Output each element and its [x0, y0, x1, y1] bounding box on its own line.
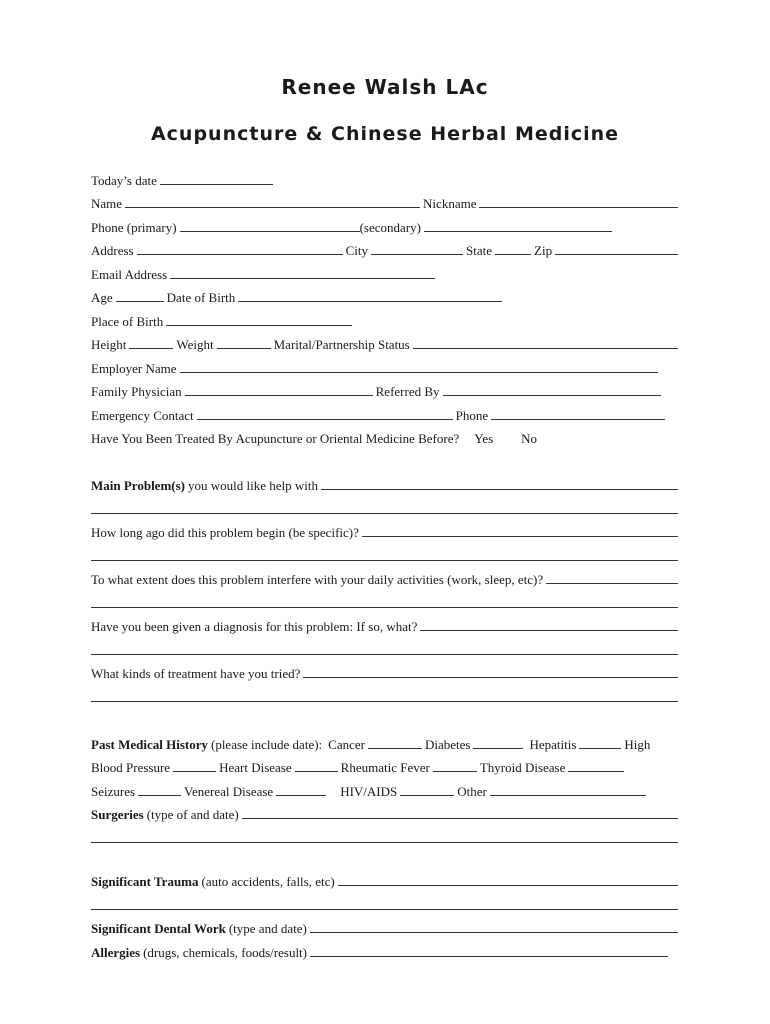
employer-label: Employer Name: [91, 360, 177, 376]
main-problem-field-2[interactable]: [91, 513, 678, 514]
treatment-field-2[interactable]: [91, 701, 678, 702]
extent-field-2[interactable]: [91, 607, 678, 608]
other-field[interactable]: [490, 795, 646, 796]
place-of-birth-field[interactable]: [166, 325, 352, 326]
how-long-label: How long ago did this problem begin (be specific)?: [91, 525, 359, 540]
city-label: City: [345, 243, 369, 258]
treatment-label: What kinds of treatment have you tried?: [91, 666, 301, 681]
diabetes-field[interactable]: [473, 748, 523, 749]
how-long-field-2[interactable]: [91, 560, 678, 561]
hepatitis-label: Hepatitis: [529, 736, 577, 752]
heart-disease-label: Heart Disease: [219, 760, 292, 775]
phone-primary-label: Phone (primary): [91, 219, 177, 235]
referred-field[interactable]: [443, 395, 661, 396]
height-field[interactable]: [129, 348, 173, 349]
dob-label: Date of Birth: [166, 290, 236, 305]
cancer-label: Cancer: [328, 736, 365, 752]
place-of-birth-label: Place of Birth: [91, 313, 164, 329]
row-treatment: [91, 659, 678, 683]
phone-secondary-label: (secondary): [359, 219, 421, 235]
row-employer: [91, 353, 678, 377]
row-surgeries: [91, 800, 678, 824]
row-how-long-cont: [91, 541, 678, 565]
emergency-field[interactable]: [197, 419, 453, 420]
surgeries-label: (type of and date): [146, 807, 239, 822]
zip-label: Zip: [534, 243, 553, 258]
diagnosis-label: Have you been given a diagnosis for this problem: If so, what?: [91, 619, 418, 634]
marital-label: Marital/Partnership Status: [273, 337, 410, 352]
address-field[interactable]: [137, 254, 343, 255]
name-label: Name: [91, 196, 123, 211]
surgeries-field[interactable]: [242, 818, 678, 819]
row-phone: [91, 212, 678, 236]
high-label: High: [624, 736, 651, 752]
allergies-bold-label: Allergies: [91, 944, 141, 960]
row-history-2: [91, 753, 678, 777]
row-todays-date: [91, 165, 678, 189]
surgeries-bold-label: Surgeries: [91, 807, 144, 822]
history-title-bold: Past Medical History: [91, 736, 208, 752]
blood-pressure-label: Blood Pressure: [91, 760, 171, 775]
dental-bold-label: Significant Dental Work: [91, 921, 226, 936]
row-extent-cont: [91, 588, 678, 612]
row-dental: [91, 914, 678, 938]
address-label: Address: [91, 243, 134, 258]
state-field[interactable]: [495, 254, 531, 255]
emergency-phone-field[interactable]: [491, 419, 665, 420]
seizures-field[interactable]: [138, 795, 181, 796]
trauma-field-2[interactable]: [91, 909, 678, 910]
row-place-of-birth: [91, 306, 678, 330]
emergency-phone-label: Phone: [455, 407, 489, 423]
row-height-weight: [91, 330, 678, 354]
row-history-3: [91, 776, 678, 800]
blood-pressure-field[interactable]: [173, 771, 216, 772]
row-main-problem: [91, 471, 678, 495]
diagnosis-field[interactable]: [420, 630, 678, 631]
extent-field[interactable]: [546, 583, 678, 584]
extent-label: To what extent does this problem interfere with your daily activities (work, sleep, etc)?: [91, 572, 544, 587]
row-how-long: [91, 518, 678, 542]
row-diagnosis-cont: [91, 635, 678, 659]
thyroid-label: Thyroid Disease: [479, 760, 566, 775]
row-trauma-cont: [91, 890, 678, 914]
dob-field[interactable]: [238, 301, 502, 302]
row-physician: [91, 377, 678, 401]
todays-date-label: Today’s date: [91, 172, 157, 188]
physician-field[interactable]: [185, 395, 373, 396]
thyroid-field[interactable]: [568, 771, 624, 772]
how-long-field[interactable]: [362, 536, 678, 537]
age-field[interactable]: [116, 301, 164, 302]
nickname-field[interactable]: [479, 207, 678, 208]
row-allergies: [91, 937, 678, 961]
venereal-label: Venereal Disease: [184, 783, 274, 799]
height-label: Height: [91, 337, 127, 352]
name-field[interactable]: [125, 207, 420, 208]
hepatitis-field[interactable]: [579, 748, 621, 749]
email-field[interactable]: [170, 278, 435, 279]
row-treatment-cont: [91, 682, 678, 706]
row-surgeries-cont: [91, 823, 678, 847]
practice-subtitle: Acupuncture & Chinese Herbal Medicine: [150, 123, 620, 145]
rheumatic-fever-label: Rheumatic Fever: [340, 760, 430, 775]
weight-label: Weight: [176, 337, 214, 352]
allergies-field[interactable]: [310, 956, 668, 957]
trauma-field[interactable]: [338, 885, 678, 886]
state-label: State: [466, 243, 493, 258]
row-email: [91, 259, 678, 283]
physician-label: Family Physician: [91, 384, 182, 399]
zip-field[interactable]: [555, 254, 678, 255]
dental-label: (type and date): [228, 921, 307, 936]
phone-secondary-field[interactable]: [424, 231, 612, 232]
diagnosis-field-2[interactable]: [91, 654, 678, 655]
history-title-rest: (please include date):: [210, 736, 323, 752]
row-emergency: [91, 400, 678, 424]
treated-before-label: Have You Been Treated By Acupuncture or Oriental Medicine Before?: [91, 431, 460, 446]
trauma-bold-label: Significant Trauma: [91, 874, 199, 889]
no-option[interactable]: No: [521, 431, 538, 446]
city-field[interactable]: [371, 254, 463, 255]
treatment-field[interactable]: [303, 677, 678, 678]
dental-field[interactable]: [310, 932, 678, 933]
heart-disease-field[interactable]: [295, 771, 338, 772]
age-label: Age: [91, 290, 113, 305]
row-age-dob: [91, 283, 678, 307]
row-diagnosis: [91, 612, 678, 636]
main-problem-label: you would like help with: [188, 478, 318, 493]
other-label: Other: [457, 783, 487, 799]
trauma-label: (auto accidents, falls, etc): [201, 874, 335, 889]
row-extent: [91, 565, 678, 589]
hiv-label: HIV/AIDS: [340, 783, 398, 799]
main-problem-field[interactable]: [321, 489, 678, 490]
nickname-label: Nickname: [423, 196, 477, 211]
yes-option[interactable]: Yes: [474, 431, 494, 446]
cancer-field[interactable]: [368, 748, 422, 749]
main-problem-bold-label: Main Problem(s): [91, 478, 185, 493]
row-main-problem-cont: [91, 494, 678, 518]
diabetes-label: Diabetes: [424, 736, 471, 752]
row-treated-before: [91, 424, 678, 448]
rheumatic-fever-field[interactable]: [433, 771, 477, 772]
intake-form: [91, 165, 678, 961]
hiv-field[interactable]: [400, 795, 454, 796]
row-history-1: [91, 729, 678, 753]
marital-field[interactable]: [413, 348, 678, 349]
venereal-field[interactable]: [276, 795, 326, 796]
allergies-label: (drugs, chemicals, foods/result): [143, 944, 307, 960]
emergency-label: Emergency Contact: [91, 407, 194, 423]
todays-date-field[interactable]: [160, 184, 273, 185]
weight-field[interactable]: [217, 348, 271, 349]
practitioner-name: Renee Walsh LAc: [281, 75, 489, 99]
referred-label: Referred By: [375, 384, 440, 399]
row-name: [91, 189, 678, 213]
email-label: Email Address: [91, 266, 168, 282]
row-address: [91, 236, 678, 260]
row-trauma: [91, 867, 678, 891]
employer-field[interactable]: [180, 372, 658, 373]
phone-primary-field[interactable]: [180, 231, 360, 232]
surgeries-field-2[interactable]: [91, 842, 678, 843]
seizures-label: Seizures: [91, 783, 136, 799]
